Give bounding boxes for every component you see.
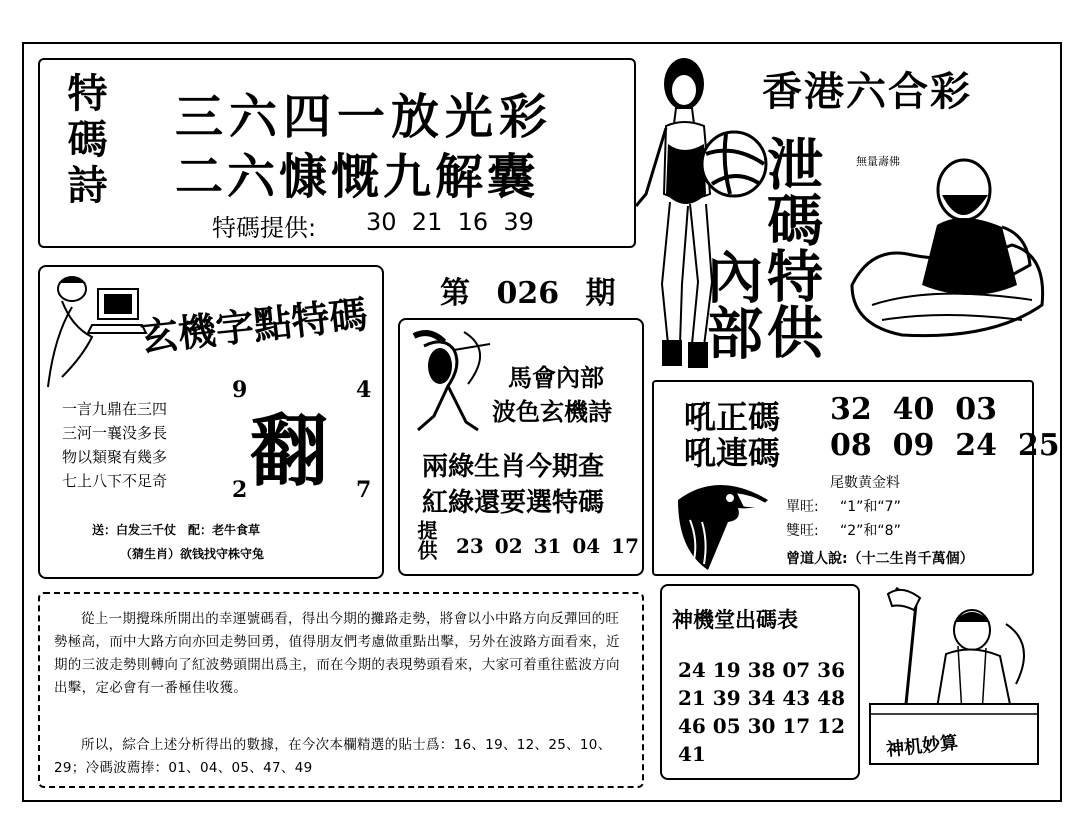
daoren-note: 曾道人說:（十二生肖千萬個） — [786, 551, 974, 567]
issue-number: 026 — [496, 276, 560, 311]
horse-verse-2: 紅綠還要選特碼 — [422, 488, 605, 518]
xuanji-poem-line: 一言九鼎在三四 — [62, 400, 168, 418]
archer-illustration — [404, 326, 494, 436]
double-label: 雙旺: — [786, 523, 819, 539]
analysis-paragraph-2: 所以，綜合上述分析得出的數據，在今次本欄精選的貼士爲：16、19、12、25、10、29；冷碼波薦捧：01、04、05、47、49 — [54, 737, 612, 776]
sage-caption: 神机妙算 — [885, 732, 960, 761]
shenji-row: 41 — [678, 742, 706, 766]
lian-numbers: 08 09 24 25 — [830, 428, 1060, 463]
horse-verse-1: 兩綠生肖今期查 — [422, 452, 605, 482]
eagle-illustration — [668, 470, 778, 574]
horse-box — [398, 318, 644, 576]
xuanji-poem-line: 七上八下不足奇 — [62, 472, 168, 490]
horse-title-2: 波色玄機詩 — [492, 397, 612, 426]
xuanji-poem — [62, 397, 167, 493]
single-value: “1”和“7” — [840, 499, 901, 515]
poem-line-1: 三六四一放光彩 — [175, 89, 554, 145]
single-label: 單旺: — [786, 499, 819, 515]
xuanji-corner-bl: 2 — [232, 477, 248, 503]
brand-title: 香港六合彩 — [762, 68, 972, 115]
xuanji-big-char: 翻 — [250, 406, 329, 497]
xuanji-footer-1: 送：白发三千仗 配：老牛食草 — [92, 523, 261, 537]
xuanji-poem-line: 物以類聚有幾多 — [62, 448, 168, 466]
xuanji-corner-tl: 9 — [232, 377, 248, 403]
gold-title: 尾數黄金料 — [830, 475, 900, 491]
poem-line-2: 二六慷慨九解囊 — [175, 149, 540, 205]
shenji-row: 21 39 34 43 48 — [678, 686, 846, 710]
issue-label — [440, 268, 616, 312]
lian-label: 吼連碼 — [684, 434, 781, 472]
provide-label: 特碼提供: — [212, 214, 317, 242]
brand-slogan-main: 泄碼特供 — [758, 135, 824, 359]
shenji-row: 46 05 30 17 12 — [678, 714, 846, 738]
buddha-illustration — [842, 135, 1052, 350]
poem-side-label: 特碼詩 — [61, 72, 108, 210]
horse-provide-label: 提供 — [414, 520, 438, 560]
horse-title-1: 馬會內部 — [508, 363, 604, 392]
horse-numbers: 23 02 31 04 17 — [456, 534, 640, 558]
shenji-row: 24 19 38 07 36 — [678, 658, 846, 682]
double-value: “2”和“8” — [840, 523, 901, 539]
zheng-label: 吼正碼 — [684, 398, 781, 436]
brand-slogan-secondary: 內部 — [698, 248, 764, 360]
buddha-caption: 無量壽佛 — [856, 155, 900, 168]
xuanji-corner-tr: 4 — [356, 377, 372, 403]
xuanji-poem-line: 三河一襄没多長 — [62, 424, 168, 442]
xuanji-title: 玄機字點特碼 — [137, 291, 370, 360]
scholar-computer-illustration — [42, 267, 152, 397]
roar-box — [652, 380, 1060, 576]
shenji-numbers — [678, 656, 845, 768]
xuanji-footer-2: （猜生肖）欲钱找守株守兔 — [120, 547, 265, 561]
analysis-paragraph-1: 從上一期攪珠所開出的幸運號碼看，得出今期的攤路走勢，將會以小中路方向反彈回的旺勢極高，而中大路方向亦回走勢回勇，值得朋友們考慮做重點出擊，另外在波路方面看來，近期的三波走勢則轉向了紅波勢頭開出爲主，而在今期的表現勢頭看來，大家可着重往藍波方向出擊，定必會有一番極佳收獲。 — [54, 611, 620, 696]
zheng-numbers: 32 40 03 — [830, 392, 998, 427]
issue-suffix: 期 — [585, 276, 616, 311]
xuanji-corner-br: 7 — [356, 477, 372, 503]
shenji-box — [660, 584, 860, 780]
provide-numbers: 30 21 16 39 — [366, 208, 534, 236]
shenji-title: 神機堂出碼表 — [672, 607, 798, 632]
poem-box — [38, 58, 636, 248]
analysis-box — [38, 592, 644, 788]
xuanji-box — [38, 265, 384, 579]
issue-prefix: 第 — [440, 276, 470, 311]
